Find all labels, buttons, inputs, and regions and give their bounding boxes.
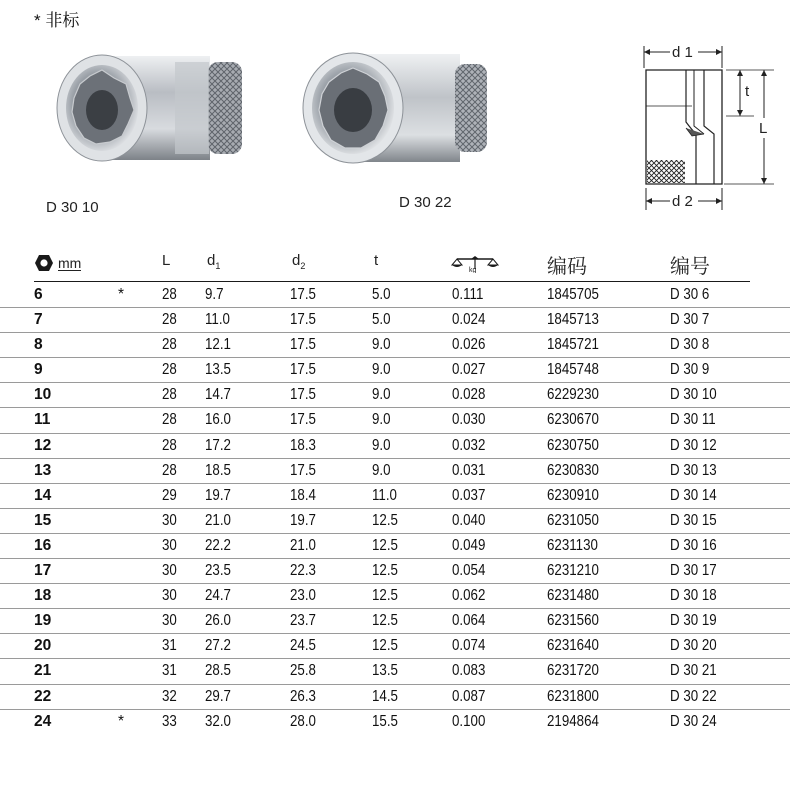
cell-l: 28: [162, 336, 177, 354]
cell-d1: 17.2: [205, 436, 231, 454]
header-d1-letter: d: [207, 252, 216, 269]
header-d2: [292, 252, 305, 271]
cell-weight: 0.032: [452, 436, 486, 454]
table-row: [0, 333, 790, 358]
cell-l: 29: [162, 486, 177, 504]
cell-weight: 0.040: [452, 511, 486, 529]
cell-code: 6229230: [547, 386, 599, 404]
cell-l: 28: [162, 411, 177, 429]
cell-code: 6231560: [547, 612, 599, 630]
cell-t: 9.0: [372, 386, 391, 404]
cell-t: 9.0: [372, 411, 391, 429]
table-row: [0, 609, 790, 634]
cell-d1: 11.0: [205, 311, 230, 329]
cell-size: 20: [34, 637, 52, 655]
cell-weight: 0.031: [452, 461, 486, 479]
cell-size: 21: [34, 662, 52, 680]
cell-t: 11.0: [372, 486, 397, 504]
cell-size: 14: [34, 486, 52, 504]
table-row: [0, 584, 790, 609]
cell-size: 22: [34, 687, 52, 705]
cell-code: 6231480: [547, 587, 599, 605]
cell-size: 16: [34, 536, 52, 554]
cell-t: 5.0: [372, 286, 391, 303]
cell-d2: 28.0: [290, 712, 316, 730]
cell-code: 6230830: [547, 461, 599, 479]
header-rule: [34, 281, 750, 282]
cell-l: 28: [162, 386, 177, 404]
cell-weight: 0.049: [452, 536, 486, 554]
cell-size: 9: [34, 361, 43, 379]
cell-l: 28: [162, 361, 177, 379]
cell-d2: 21.0: [290, 536, 316, 554]
cell-d2: 24.5: [290, 637, 316, 655]
header-number: 编号: [670, 256, 710, 278]
cell-code: 1845721: [547, 336, 599, 354]
cell-l: 30: [162, 587, 177, 605]
cell-l: 30: [162, 511, 177, 529]
cell-d1: 21.0: [205, 511, 231, 529]
table-row: [0, 710, 790, 734]
cell-d2: 23.7: [290, 612, 316, 630]
header-weight: [451, 255, 499, 277]
cell-d1: 29.7: [205, 687, 231, 705]
hex-nut-icon: [34, 254, 54, 272]
cell-l: 30: [162, 562, 177, 580]
header-code: 编码: [547, 256, 587, 278]
cell-l: 30: [162, 612, 177, 630]
header-size-unit: mm: [58, 254, 82, 271]
cell-t: 12.5: [372, 511, 398, 529]
table-row: [0, 685, 790, 710]
cell-number: D 30 21: [670, 662, 717, 680]
cell-number: D 30 19: [670, 612, 717, 630]
cell-code: 6231800: [547, 687, 599, 705]
cell-d2: 22.3: [290, 562, 316, 580]
cell-d1: 22.2: [205, 536, 231, 554]
cell-number: D 30 13: [670, 461, 717, 479]
cell-number: D 30 17: [670, 562, 717, 580]
cell-d1: 19.7: [205, 486, 231, 504]
cell-number: D 30 20: [670, 637, 717, 655]
cell-d1: 12.1: [205, 336, 231, 354]
cell-l: 28: [162, 286, 177, 303]
cell-l: 31: [162, 637, 177, 655]
cell-code: 1845705: [547, 286, 599, 303]
cell-d2: 25.8: [290, 662, 316, 680]
cell-d1: 14.7: [205, 386, 231, 404]
cell-t: 15.5: [372, 712, 398, 730]
scale-icon: [451, 255, 499, 273]
cell-t: 9.0: [372, 461, 391, 479]
table-row: [0, 383, 790, 408]
cell-size: 11: [34, 411, 51, 429]
cell-d2: 26.3: [290, 687, 316, 705]
caption-d3022: D 30 22: [399, 194, 452, 211]
table-row: [0, 634, 790, 659]
cell-code: 6230750: [547, 436, 599, 454]
cell-l: 33: [162, 712, 177, 730]
cell-d1: 32.0: [205, 712, 231, 730]
cell-code: 6231130: [547, 536, 598, 554]
cell-d2: 23.0: [290, 587, 316, 605]
cell-weight: 0.030: [452, 411, 486, 429]
cell-size: 12: [34, 436, 52, 454]
cell-l: 28: [162, 436, 177, 454]
cell-t: 9.0: [372, 436, 391, 454]
cell-t: 12.5: [372, 536, 398, 554]
cell-number: D 30 14: [670, 486, 717, 504]
cell-d2: 17.5: [290, 411, 316, 429]
cell-code: 6230910: [547, 486, 599, 504]
table-row: [0, 509, 790, 534]
cell-t: 12.5: [372, 637, 398, 655]
table-body: [0, 283, 790, 734]
cell-d2: 17.5: [290, 336, 316, 354]
dimension-diagram: [634, 38, 780, 218]
cell-code: 2194864: [547, 712, 599, 730]
cell-number: D 30 11: [670, 411, 716, 429]
cell-weight: 0.037: [452, 486, 486, 504]
cell-t: 13.5: [372, 662, 398, 680]
cell-size: 10: [34, 386, 52, 404]
cell-weight: 0.062: [452, 587, 486, 605]
cell-size: 24: [34, 712, 52, 730]
cell-d2: 18.3: [290, 436, 316, 454]
cell-mark: *: [118, 712, 125, 730]
cell-number: D 30 6: [670, 286, 710, 303]
cell-number: D 30 18: [670, 587, 717, 605]
header-d2-sub: 2: [300, 261, 306, 271]
cell-size: 19: [34, 612, 52, 630]
cell-l: 32: [162, 687, 177, 705]
diagram-label-l: L: [759, 120, 768, 137]
cell-weight: 0.028: [452, 386, 486, 404]
cell-number: D 30 7: [670, 311, 710, 329]
cell-code: 6231720: [547, 662, 599, 680]
cell-d1: 16.0: [205, 411, 231, 429]
cell-number: D 30 15: [670, 511, 717, 529]
cell-l: 28: [162, 461, 177, 479]
header-d1-sub: 1: [215, 261, 221, 271]
cell-mark: *: [118, 286, 125, 303]
header-t: t: [374, 252, 379, 269]
cell-t: 12.5: [372, 562, 398, 580]
table-row: [0, 358, 790, 383]
cell-d1: 13.5: [205, 361, 231, 379]
cell-t: 9.0: [372, 361, 391, 379]
table-row: [0, 484, 790, 509]
cell-code: 6231640: [547, 637, 599, 655]
cell-code: 1845713: [547, 311, 599, 329]
cell-d1: 9.7: [205, 286, 224, 303]
cell-weight: 0.027: [452, 361, 486, 379]
table-row: [0, 659, 790, 684]
cell-number: D 30 22: [670, 687, 717, 705]
diagram-label-d1: d 1: [672, 44, 693, 61]
cell-weight: 0.024: [452, 311, 486, 329]
cell-weight: 0.100: [452, 712, 486, 730]
table-row: [0, 434, 790, 459]
cell-code: 6231050: [547, 511, 599, 529]
cell-d1: 27.2: [205, 637, 231, 655]
cell-d2: 17.5: [290, 386, 316, 404]
header-l: L: [162, 252, 171, 269]
caption-d3010: D 30 10: [46, 199, 99, 216]
table-row: [0, 408, 790, 433]
cell-d2: 17.5: [290, 361, 316, 379]
cell-weight: 0.074: [452, 637, 486, 655]
cell-number: D 30 24: [670, 712, 717, 730]
cell-size: 7: [34, 311, 43, 329]
cell-l: 28: [162, 311, 177, 329]
table-row: [0, 308, 790, 333]
cell-number: D 30 16: [670, 536, 717, 554]
cell-d2: 17.5: [290, 311, 316, 329]
nonstandard-note: * 非标: [34, 11, 80, 30]
cell-d1: 28.5: [205, 662, 231, 680]
cell-weight: 0.054: [452, 562, 486, 580]
cell-d2: 18.4: [290, 486, 316, 504]
table-row: [0, 283, 790, 308]
header-size: [34, 254, 81, 272]
cell-d2: 19.7: [290, 511, 316, 529]
cell-size: 8: [34, 336, 43, 354]
scale-icon-unit: kg: [469, 267, 477, 273]
cell-d1: 23.5: [205, 562, 231, 580]
cell-code: 6230670: [547, 411, 599, 429]
cell-d1: 26.0: [205, 612, 231, 630]
cell-size: 13: [34, 461, 52, 479]
cell-d1: 24.7: [205, 587, 231, 605]
cell-code: 1845748: [547, 361, 599, 379]
cell-l: 30: [162, 536, 177, 554]
cell-size: 15: [34, 511, 52, 529]
socket-photo-d3010: [50, 48, 250, 173]
cell-d2: 17.5: [290, 286, 316, 303]
cell-l: 31: [162, 662, 177, 680]
cell-t: 9.0: [372, 336, 391, 354]
cell-d2: 17.5: [290, 461, 316, 479]
cell-t: 14.5: [372, 687, 398, 705]
cell-t: 12.5: [372, 587, 398, 605]
cell-code: 6231210: [547, 562, 599, 580]
table-row: [0, 534, 790, 559]
cell-weight: 0.111: [452, 286, 484, 303]
cell-number: D 30 8: [670, 336, 710, 354]
header-d1: [207, 252, 220, 271]
socket-photo-d3022: [295, 48, 495, 173]
diagram-label-t: t: [745, 83, 750, 100]
cell-t: 12.5: [372, 612, 398, 630]
header-d2-letter: d: [292, 252, 301, 269]
cell-weight: 0.064: [452, 612, 486, 630]
cell-weight: 0.026: [452, 336, 486, 354]
cell-size: 18: [34, 587, 52, 605]
cell-d1: 18.5: [205, 461, 231, 479]
cell-size: 6: [34, 286, 43, 303]
cell-weight: 0.083: [452, 662, 486, 680]
cell-number: D 30 12: [670, 436, 717, 454]
cell-weight: 0.087: [452, 687, 486, 705]
diagram-label-d2: d 2: [672, 193, 693, 210]
table-row: [0, 459, 790, 484]
cell-size: 17: [34, 562, 52, 580]
cell-number: D 30 9: [670, 361, 710, 379]
table-row: [0, 559, 790, 584]
cell-t: 5.0: [372, 311, 391, 329]
cell-number: D 30 10: [670, 386, 717, 404]
